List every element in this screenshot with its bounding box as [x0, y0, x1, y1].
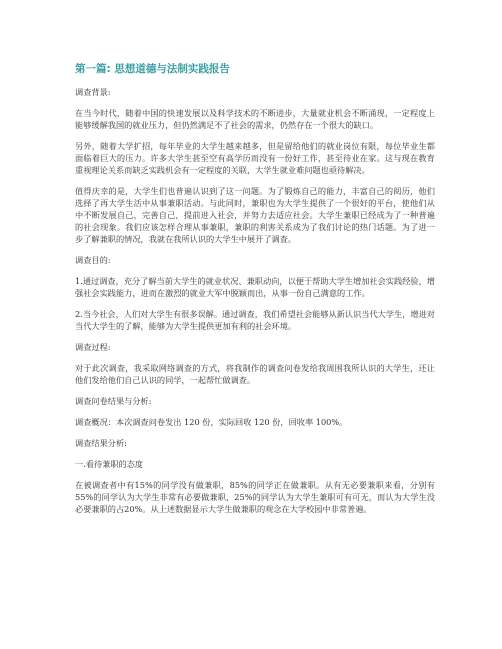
- section-heading-process: 调查过程:: [75, 342, 111, 352]
- paragraph-survey-overview: 调查概况：本次调查问卷发出 120 份，实际回收 120 份，回收率 100%。: [75, 417, 348, 427]
- section-heading-background: 调查背景:: [75, 87, 111, 97]
- document-page: [75, 62, 435, 524]
- document-title: 第一篇: 思想道德与法制实践报告: [75, 63, 230, 75]
- paragraph-background-1: 在当今时代，随着中国的快速发展以及科学技术的不断进步，大量就业机会不断涌现，一定程度上能够缓解我国的就业压力，但仍然满足不了社会的需求，仍然存在一个很大的缺口。: [75, 108, 435, 130]
- paragraph-purpose-2: 2.当今社会，人们对大学生有很多误解。通过调查，我们希望社会能够从新认识当代大学生，增进对当代大学生的了解，能够为大学生提供更加有利的社会环境。: [75, 309, 435, 331]
- section-heading-purpose: 调查目的:: [75, 255, 111, 265]
- paragraph-attitude: 在被调查者中有15%的同学没有做兼职，85%的同学正在做兼职。从有无必要兼职来看，分别有55%的同学认为大学生非常有必要做兼职，25%的同学认为大学生兼职可有可无，而认为大学生没必要兼职的占20%。从上述数据显示大学生做兼职的观念在大学校园中非常普遍。: [75, 480, 435, 514]
- paragraph-process: 对于此次调查，我采取网络调查的方式，将我制作的调查问卷发给我周围我所认识的大学生，还让他们发给他们自己认识的同学，一起帮忙做调查。: [75, 363, 435, 385]
- section-heading-analysis: 调查结果分析:: [75, 438, 127, 448]
- paragraph-purpose-1: 1.通过调查，充分了解当前大学生的就业状况、兼职动向，以便于帮助大学生增加社会实践经验，增强社会实践能力，进而在激烈的就业大军中脱颖而出，从事一份自己满意的工作。: [75, 276, 435, 298]
- paragraph-background-3: 值得庆幸的是，大学生们也普遍认识到了这一问题。为了锻炼自己的能力，丰富自己的阅历，他们选择了再大学生活中从事兼职活动。与此同时，兼职也为大学生提供了一个很好的平台，使他们从中不断发展自己，完善自己，提前进入社会，并努力去适应社会。大学生兼职已经成为了一种普遍的社会现象。我们应该怎样合理从事兼职，兼职的利害关系成为了我们讨论的热门话题。为了进一步了解兼职的情况，我就在我所认识的大学生中展开了调查。: [75, 186, 435, 244]
- section-heading-results: 调查问卷结果与分析:: [75, 396, 152, 406]
- subheading-attitude: 一.看待兼职的态度: [75, 459, 144, 469]
- paragraph-background-2: 另外，随着大学扩招，每年毕业的大学生越来越多，但是留给他们的就业岗位有限，每位毕业生都面临着巨大的压力。许多大学生甚至空有高学历而没有一份好工作，甚至待业在家。这与现在教育重视理论关系而缺乏实践机会有一定程度的关联，大学生就业难问题也亟待解决。: [75, 141, 435, 175]
